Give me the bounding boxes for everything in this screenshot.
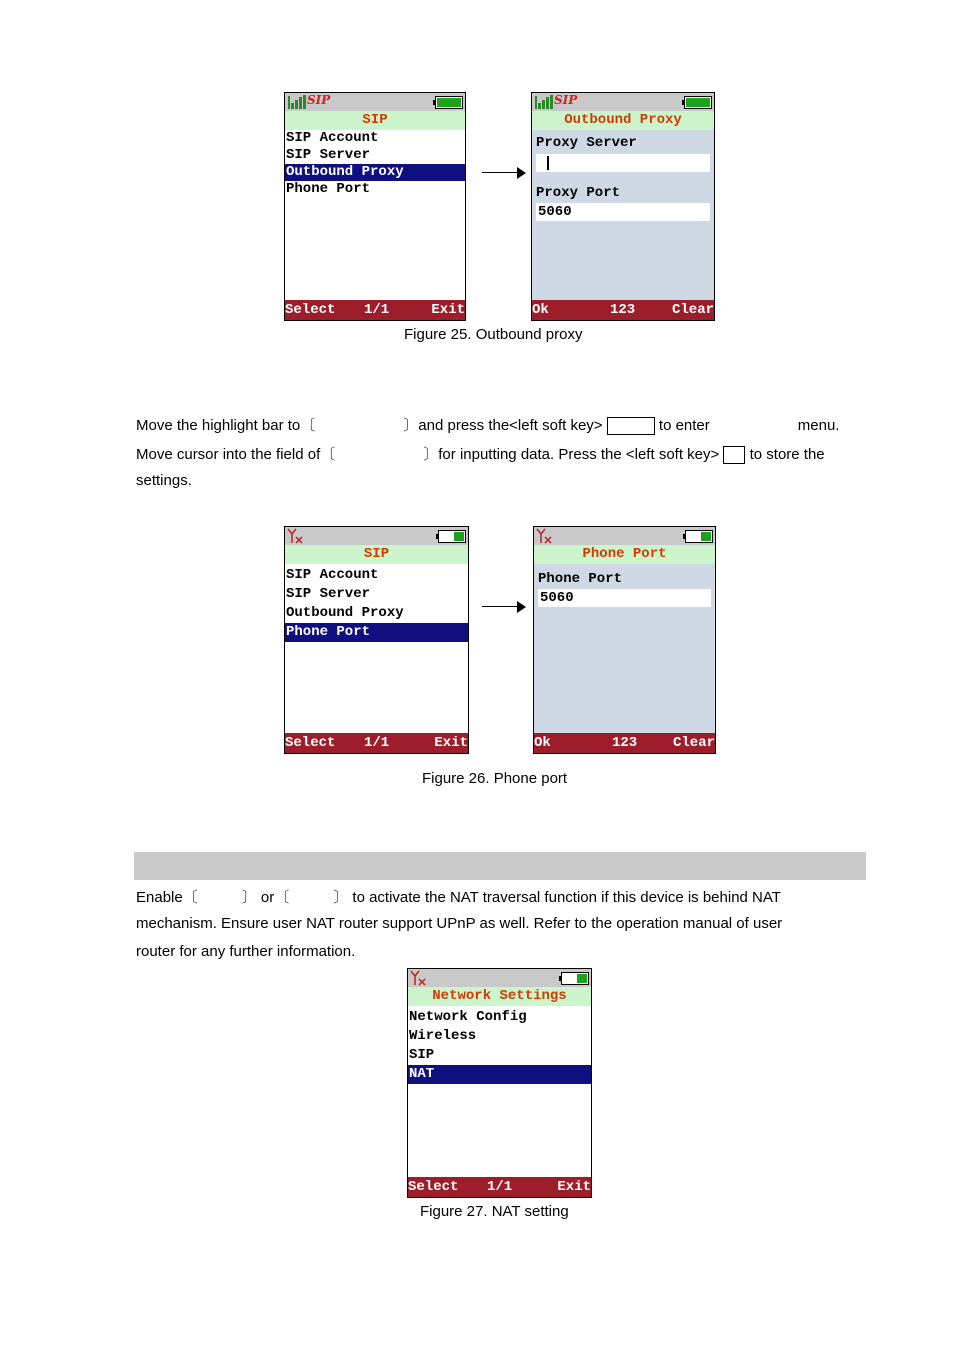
screen-title: Phone Port xyxy=(534,545,715,564)
menu-item-phone-port[interactable]: Phone Port xyxy=(285,623,468,642)
menu-item-sip-server[interactable]: SIP Server xyxy=(286,147,371,163)
proxy-server-input[interactable] xyxy=(536,154,710,172)
softkey-bar xyxy=(534,733,715,753)
menu-item-nat[interactable]: NAT xyxy=(408,1065,591,1084)
softkey-bar xyxy=(285,733,468,753)
menu-item-sip[interactable]: SIP xyxy=(409,1047,435,1063)
para2-line1 xyxy=(136,886,781,907)
menu-item-outbound-proxy[interactable]: Outbound Proxy xyxy=(285,164,465,181)
battery-icon xyxy=(433,96,463,109)
sip-logo: SIP xyxy=(554,93,578,107)
para1-text-d: menu. xyxy=(797,417,840,434)
softkey-select[interactable]: Select xyxy=(285,302,336,318)
softkey-ok[interactable]: Ok xyxy=(532,302,549,318)
proxy-server-label: Proxy Server xyxy=(536,135,637,151)
section-heading-bar xyxy=(134,852,866,880)
battery-icon xyxy=(682,96,712,109)
phone-port-label: Phone Port xyxy=(538,571,623,587)
page-indicator: 1/1 xyxy=(487,1179,513,1195)
page-indicator: 1/1 xyxy=(364,302,390,318)
softkey-select[interactable]: Select xyxy=(408,1179,459,1195)
softkey-select[interactable]: Select xyxy=(285,735,336,751)
softkey-exit[interactable]: Exit xyxy=(431,302,465,318)
signal-strength-icon xyxy=(287,94,307,110)
network-settings-menu xyxy=(408,1008,591,1084)
para1-line1 xyxy=(136,414,839,435)
softkey-exit[interactable]: Exit xyxy=(434,735,468,751)
page-indicator: 1/1 xyxy=(364,735,390,751)
fig25-sip-menu-screen xyxy=(284,92,466,321)
para1-line3: settings. xyxy=(136,472,192,489)
fig27-network-settings-screen xyxy=(407,968,592,1198)
softkey-ok[interactable]: Ok xyxy=(534,735,551,751)
para2-text-c: 〕 to activate the NAT traversal function if this device is behind NAT xyxy=(333,889,781,906)
no-signal-icon xyxy=(287,528,307,544)
softkey-bar xyxy=(285,300,465,320)
arrow-right-icon xyxy=(482,601,526,613)
para1-text-b: 〕and press the<left soft key> xyxy=(403,417,603,434)
arrow-right-icon xyxy=(482,167,526,179)
softkey-bar xyxy=(408,1177,591,1197)
para1-text-a: Move the highlight bar to〔 xyxy=(136,417,316,434)
para2-line2: mechanism. Ensure user NAT router support UPnP as well. Refer to the operation manual of user xyxy=(136,915,783,932)
status-bar xyxy=(534,527,715,545)
battery-icon xyxy=(559,972,589,985)
para1-text-c: to enter xyxy=(658,417,710,434)
proxy-port-input[interactable]: 5060 xyxy=(536,203,710,221)
softkey-clear[interactable]: Clear xyxy=(672,735,715,751)
sip-menu xyxy=(285,130,465,198)
para1-text-g: to store the xyxy=(749,446,825,463)
battery-icon xyxy=(436,530,466,543)
screen-title: SIP xyxy=(285,111,465,130)
para2-text-a: Enable〔 xyxy=(136,889,198,906)
para2-text-b: 〕 or〔 xyxy=(241,889,290,906)
sip-logo: SIP xyxy=(307,93,331,107)
menu-item-network-config[interactable]: Network Config xyxy=(409,1009,527,1025)
menu-item-sip-account[interactable]: SIP Account xyxy=(286,567,379,583)
screen-title: SIP xyxy=(285,545,468,564)
menu-item-phone-port[interactable]: Phone Port xyxy=(286,181,371,197)
menu-item-wireless[interactable]: Wireless xyxy=(409,1028,477,1044)
status-bar xyxy=(408,969,591,987)
key-placeholder-box xyxy=(607,417,655,435)
para2-line3: router for any further information. xyxy=(136,943,356,960)
no-signal-icon xyxy=(536,528,556,544)
status-bar xyxy=(285,93,465,111)
sip-menu xyxy=(285,566,468,642)
menu-item-sip-account[interactable]: SIP Account xyxy=(286,130,379,146)
softkey-exit[interactable]: Exit xyxy=(557,1179,591,1195)
figure-26-caption: Figure 26. Phone port xyxy=(422,770,568,787)
signal-strength-icon xyxy=(534,94,554,110)
proxy-port-label: Proxy Port xyxy=(536,185,621,201)
softkey-input-mode[interactable]: 123 xyxy=(610,302,636,318)
figure-25-caption: Figure 25. Outbound proxy xyxy=(404,326,583,343)
no-signal-icon xyxy=(410,970,430,986)
menu-item-sip-server[interactable]: SIP Server xyxy=(286,586,371,602)
phone-port-input[interactable]: 5060 xyxy=(538,589,711,607)
text-cursor xyxy=(547,156,549,170)
menu-item-outbound-proxy[interactable]: Outbound Proxy xyxy=(286,605,404,621)
figure-27-caption: Figure 27. NAT setting xyxy=(420,1203,569,1220)
para1-text-f: 〕for inputting data. Press the <left soft key> xyxy=(423,446,720,463)
fig26-phone-port-screen xyxy=(533,526,716,754)
key-placeholder-box xyxy=(723,446,745,464)
para1-text-e: Move cursor into the field of〔 xyxy=(136,446,336,463)
para1-line2 xyxy=(136,443,825,464)
battery-icon xyxy=(683,530,713,543)
screen-title: Outbound Proxy xyxy=(532,111,714,130)
screen-title: Network Settings xyxy=(408,987,591,1006)
fig26-sip-menu-screen xyxy=(284,526,469,754)
softkey-bar xyxy=(532,300,714,320)
status-bar xyxy=(532,93,714,111)
fig25-outbound-proxy-screen xyxy=(531,92,715,321)
status-bar xyxy=(285,527,468,545)
softkey-input-mode[interactable]: 123 xyxy=(612,735,638,751)
softkey-clear[interactable]: Clear xyxy=(671,302,714,318)
